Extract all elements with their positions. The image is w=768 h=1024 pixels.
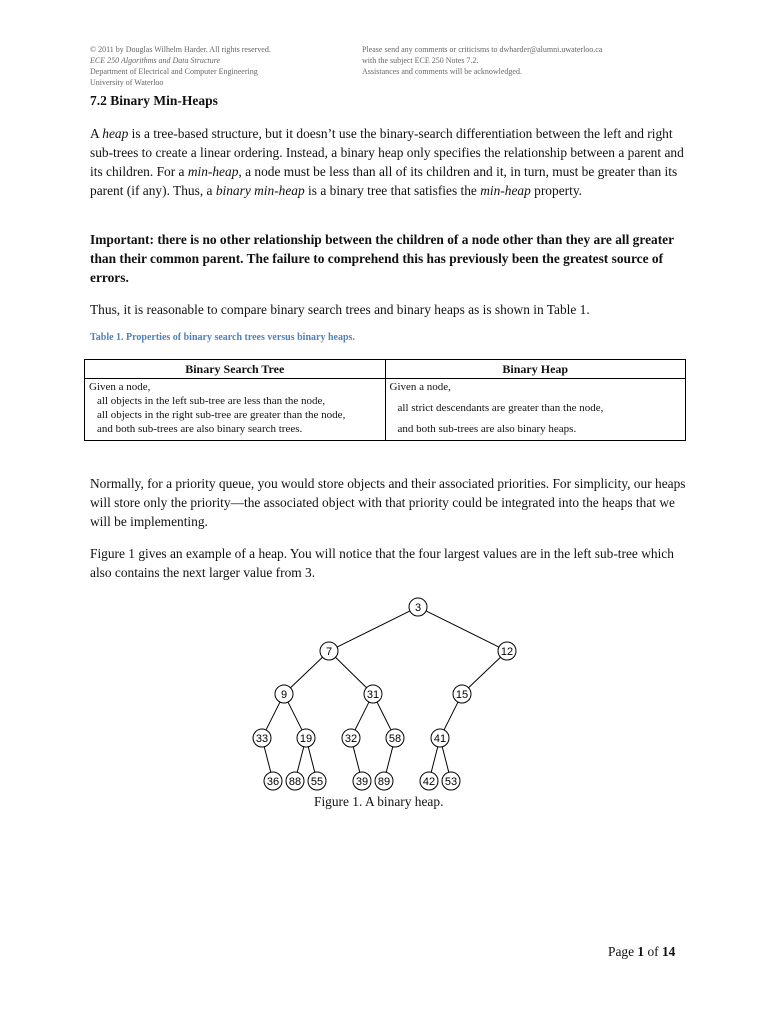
acknowledge-line: Assistances and comments will be acknowledged. [362, 67, 522, 76]
heap-line: and both sub-trees are also binary heaps. [397, 423, 577, 435]
tree-edge [431, 747, 438, 773]
node-label: 53 [444, 776, 458, 788]
tree-edge [444, 702, 458, 730]
node-label: 33 [255, 733, 269, 745]
heap-node [253, 729, 271, 747]
node-label: 55 [310, 776, 324, 788]
text-run: is a tree-based structure, but it doesn’t use the binary-search differentiation between the left and right sub-trees to create a linear ordering. Instead, a binary heap only specifies the relationship between a parent and its children. For a [90, 126, 684, 179]
heap-node [364, 685, 382, 703]
table-header-row [85, 360, 686, 379]
section-title: 7.2 Binary Min-Heaps [90, 93, 218, 108]
heap-node [498, 642, 516, 660]
heap-line: Given a node, [389, 381, 451, 393]
tree-edge [297, 747, 304, 773]
heap-node [297, 729, 315, 747]
binary-heap-figure [0, 590, 768, 800]
node-label: 15 [455, 689, 469, 701]
bst-line: all objects in the left sub-tree are less than the node, [97, 395, 326, 407]
node-label: 9 [280, 689, 288, 701]
tree-edge [308, 747, 315, 773]
node-label: 39 [355, 776, 369, 788]
comments-line: Please send any comments or criticisms to dwharder@alumni.uwaterloo.ca [362, 45, 603, 54]
page-number [608, 944, 675, 960]
header-right [362, 44, 602, 77]
node-label: 31 [366, 689, 380, 701]
heap-node [275, 685, 293, 703]
tree-edge [288, 702, 302, 730]
text-run: property. [530, 183, 582, 198]
node-label: 7 [325, 646, 333, 658]
text-run: , a node must be less than all of its children and it, in turn, must be greater than its parent (if any). Thus, a [90, 164, 678, 198]
tree-edge [442, 747, 449, 773]
intro-paragraph [90, 124, 690, 200]
node-label: 42 [422, 776, 436, 788]
table-caption: Table 1. Properties of binary search trees versus binary heaps. [90, 332, 355, 343]
tree-edge [264, 747, 271, 773]
department-line: Department of Electrical and Computer Engineering [90, 67, 258, 76]
node-label: 32 [344, 733, 358, 745]
total-pages: 14 [661, 944, 676, 959]
heap-node [386, 729, 404, 747]
tree-edge [469, 657, 501, 688]
text-run: is a binary tree that satisfies the [304, 183, 481, 198]
tree-edge [377, 702, 391, 730]
heap-node [320, 642, 338, 660]
figure-caption: Figure 1. A binary heap. [314, 794, 444, 809]
copyright-line: © 2011 by Douglas Wilhelm Harder. All rights reserved. [90, 45, 271, 54]
university-line: University of Waterloo [90, 78, 164, 87]
heap-node [431, 729, 449, 747]
heap-node [264, 772, 282, 790]
figure-intro-paragraph: Figure 1 gives an example of a heap. You will notice that the four largest values are in the left sub-tree which also contains the next larger value from 3. [90, 546, 674, 580]
node-label: 58 [388, 733, 402, 745]
current-page: 1 [637, 944, 645, 959]
course-line: ECE 250 Algorithms and Data Structure [90, 56, 220, 65]
term-min-heap: min-heap [187, 164, 239, 179]
table-row [85, 379, 686, 441]
text-run: A [90, 126, 103, 141]
node-label: 3 [414, 602, 422, 614]
heap-node [286, 772, 304, 790]
page-label: Page [608, 944, 638, 959]
comparison-paragraph: Thus, it is reasonable to compare binary search trees and binary heaps as is shown in Table 1. [90, 302, 590, 317]
bst-line: and both sub-trees are also binary search trees. [97, 423, 303, 435]
bst-line: all objects in the right sub-tree are greater than the node, [97, 409, 346, 421]
bst-line: Given a node, [89, 381, 151, 393]
priority-paragraph: Normally, for a priority queue, you would store objects and their associated priorities. For simplicity, our heaps will store only the priority—the associated object with that priority could be integrated into the heaps that we will be implementing. [90, 476, 686, 529]
heap-node [353, 772, 371, 790]
heap-node [442, 772, 460, 790]
heap-node [308, 772, 326, 790]
header-left [90, 44, 271, 88]
properties-table [84, 359, 686, 441]
tree-edge [335, 657, 366, 687]
tree-edge [355, 702, 369, 730]
tree-edge [291, 657, 323, 688]
heap-node [420, 772, 438, 790]
node-label: 12 [500, 646, 514, 658]
node-label: 41 [433, 733, 447, 745]
tree-edge [353, 747, 360, 773]
tree-edge [337, 611, 410, 647]
header-heap: Binary Heap [385, 360, 686, 379]
subject-line: with the subject ECE 250 Notes 7.2. [362, 56, 479, 65]
term-binary-min-heap: binary min-heap [215, 183, 305, 198]
tree-edge [386, 747, 393, 773]
term-heap: heap [102, 126, 129, 141]
tree-edge [266, 702, 280, 730]
heap-node [409, 598, 427, 616]
heap-node [453, 685, 471, 703]
tree-nodes [253, 598, 516, 790]
term-min-heap: min-heap [480, 183, 531, 198]
heap-node [342, 729, 360, 747]
heap-line: all strict descendants are greater than the node, [397, 402, 604, 414]
important-paragraph: Important: there is no other relationship between the children of a node other than they are all greater than their common parent. The failure to comprehend this has previously been the greatest source of errors. [90, 232, 674, 285]
heap-node [375, 772, 393, 790]
node-label: 88 [288, 776, 302, 788]
bst-cell [85, 379, 386, 441]
header-bst: Binary Search Tree [85, 360, 386, 379]
tree-edge [426, 611, 499, 647]
node-label: 89 [377, 776, 391, 788]
heap-cell [385, 379, 686, 441]
node-label: 36 [266, 776, 280, 788]
page-of: of [644, 944, 662, 959]
node-label: 19 [299, 733, 313, 745]
